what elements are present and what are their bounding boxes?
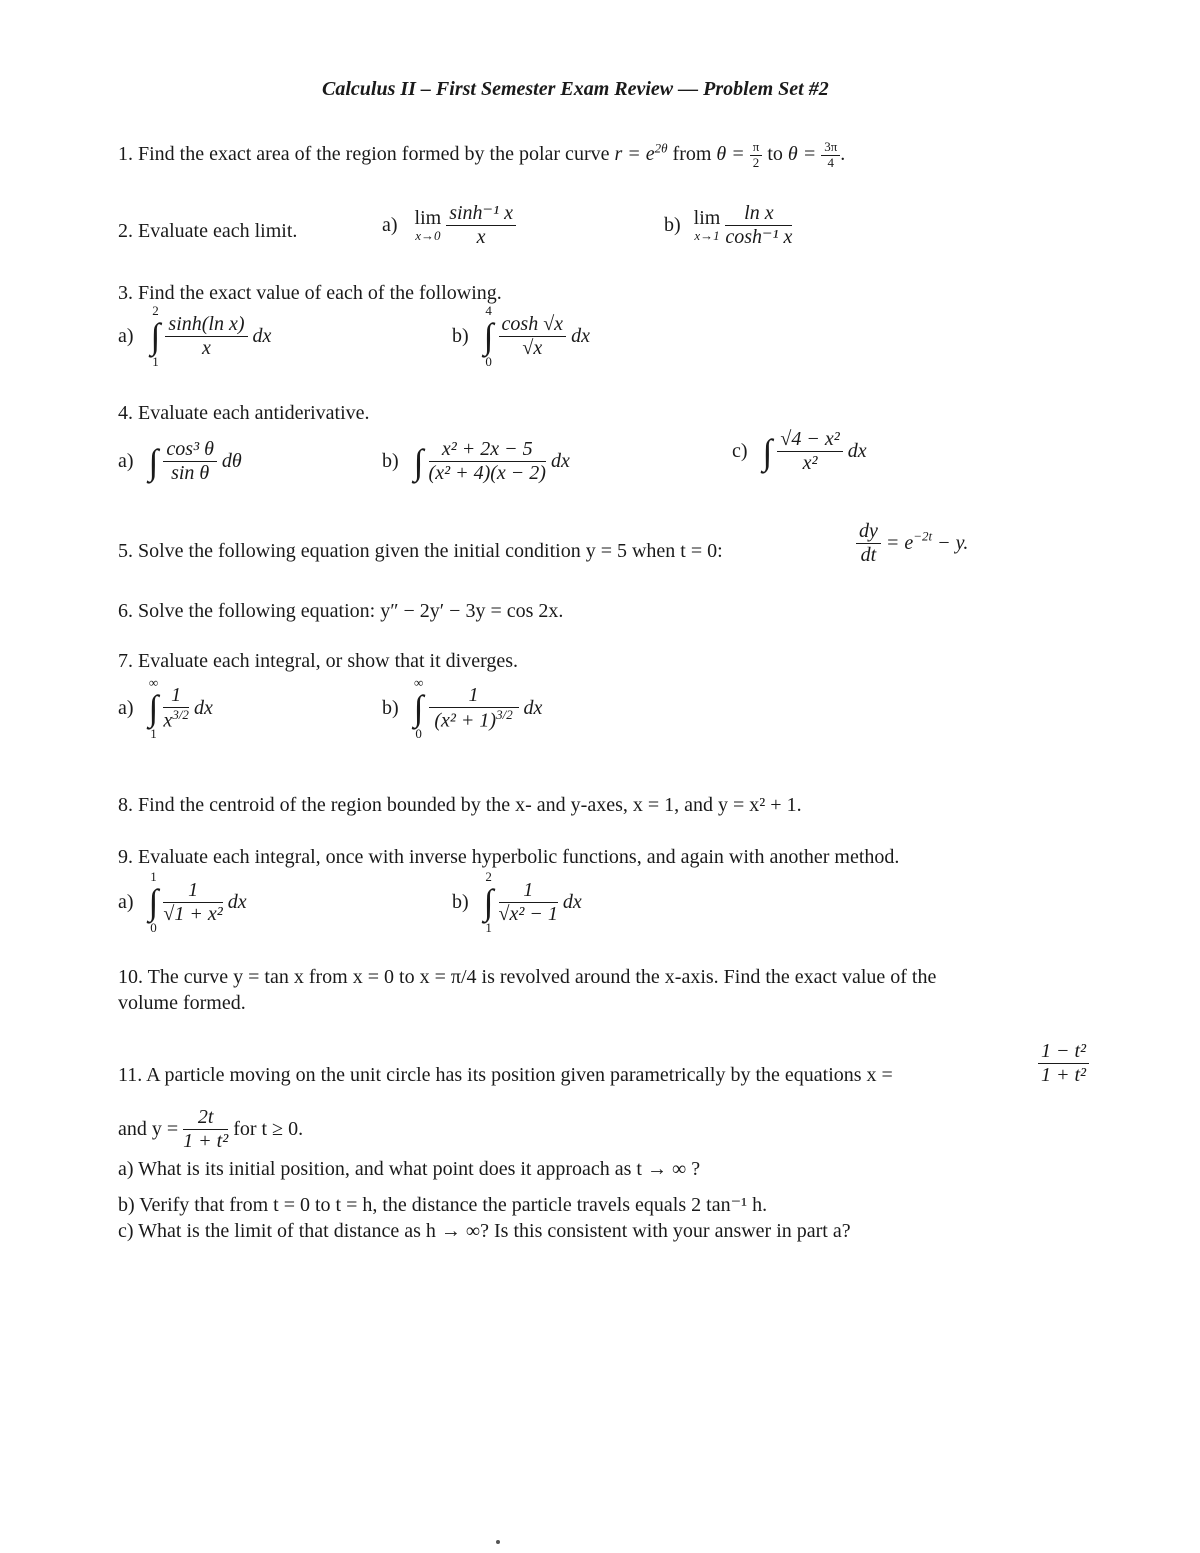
- problem-5-text: 5. Solve the following equation given the initial condition y = 5 when t = 0:: [118, 540, 723, 562]
- problem-9a: a) 1 ∫ 0 $\frac{1}{\text{√1 + x²}}$ dx: [118, 869, 247, 936]
- problem-1-exponent: 2θ: [654, 140, 668, 156]
- problem-1-to: to: [767, 143, 783, 166]
- problem-3a-integral: 2 ∫ 1: [150, 303, 161, 370]
- problem-9b: b) 2 ∫ 1 $\frac{1}{\text{√x² − 1}}$ dx: [452, 869, 582, 936]
- problem-11-x-fraction: $\frac{\text{1 − t²}}{\text{1 + t²}}$: [1038, 1040, 1089, 1087]
- problem-3-text: 3. Find the exact value of each of the following.: [118, 282, 502, 304]
- problem-3a-fraction: $\frac{\text{sinh(ln x)}}{x}$: [165, 313, 247, 360]
- problem-4c: c) ∫ $\frac{\text{√4 − x²}}{\text{x²}}$ dx: [732, 428, 867, 474]
- problem-4b-fraction: $\frac{\text{x² + 2x − 5}}{\text{(x² + 4)(x − 2)}}$: [428, 438, 546, 484]
- problem-9b-integral: 2 ∫ 1: [483, 869, 494, 936]
- problem-9a-integral: 1 ∫ 0: [148, 869, 159, 936]
- problem-10-line-2: volume formed.: [118, 992, 246, 1014]
- problem-1: 1. Find the exact area of the region formed by the polar curve $r = e^{2\theta}$ from θ = $\frac{\pi}{2}$ to θ = $\frac{3\pi}{4}$ .: [118, 139, 846, 170]
- problem-1-text: 1. Find the exact area of the region formed by the polar curve: [118, 143, 610, 166]
- problem-1-from: from: [672, 143, 712, 166]
- problem-11b: b) Verify that from t = 0 to t = h, the distance the particle travels equals 2 tan⁻¹ h.: [118, 1194, 768, 1216]
- problem-9-text: 9. Evaluate each integral, once with inverse hyperbolic functions, and again with another method.: [118, 846, 900, 868]
- problem-9b-fraction: $\frac{1}{\text{√x² − 1}}$: [498, 879, 558, 926]
- problem-2b-limit: lim x→1: [693, 207, 721, 244]
- problem-1-lower-fraction: $\frac{\pi}{2}$: [750, 140, 763, 171]
- problem-1-lower-bound: θ =: [716, 143, 750, 166]
- problem-4-text: 4. Evaluate each antiderivative.: [118, 402, 370, 424]
- problem-7b-fraction: $\frac{1}{(x^2 + 1)^{3/2}}$: [429, 684, 519, 733]
- problem-5-equation: $\frac{dy}{dt}$ = $e^{-2t} - y$.: [856, 520, 968, 567]
- problem-7a: a) ∞ ∫ 1 $\frac{1}{x^{3/2}}$ dx: [118, 675, 213, 742]
- problem-3a: a) 2 ∫ 1 $\frac{\text{sinh(ln x)}}{x}$ dx: [118, 303, 272, 370]
- problem-7b-integral: ∞ ∫ 0: [413, 675, 424, 742]
- problem-9a-fraction: $\frac{1}{\text{√1 + x²}}$: [163, 879, 223, 926]
- problem-1-curve: r = e: [614, 143, 655, 166]
- problem-7a-fraction: $\frac{1}{x^{3/2}}$: [163, 684, 189, 732]
- problem-3b-fraction: $\frac{\cosh √x}{√x}$: [499, 313, 567, 360]
- problem-2a: a) lim x→0 $\frac{\text{sinh⁻¹ x}}{x}$: [382, 202, 516, 249]
- problem-1-upper-bound: θ =: [787, 143, 822, 166]
- page-title: Calculus II – First Semester Exam Review — Problem Set #2: [322, 78, 829, 100]
- problem-11a: a) What is its initial position, and what point does it approach as t → ∞ ?: [118, 1158, 701, 1180]
- scan-speck: [496, 1540, 500, 1544]
- problem-2b: b) lim x→1 $\frac{\text{ln x}}{\text{cosh⁻¹ x}}$: [664, 202, 793, 248]
- problem-11-line-1: 11. A particle moving on the unit circle has its position given parametrically by the equations x =: [118, 1064, 893, 1086]
- problem-11-y-line: and y = $\frac{2t}{\text{1 + t²}}$ for t ≥ 0.: [118, 1106, 304, 1152]
- problem-10-line-1: 10. The curve y = tan x from x = 0 to x = π/4 is revolved around the x-axis. Find the exact value of the: [118, 966, 937, 988]
- problem-11c: c) What is the limit of that distance as h → ∞? Is this consistent with your answer in part a?: [118, 1220, 851, 1242]
- problem-7b: b) ∞ ∫ 0 $\frac{1}{(x^2 + 1)^{3/2}}$ dx: [382, 675, 543, 742]
- problem-3b-integral: 4 ∫ 0: [483, 303, 494, 370]
- problem-8-text: 8. Find the centroid of the region bounded by the x- and y-axes, x = 1, and y = x² + 1.: [118, 794, 802, 816]
- problem-7a-integral: ∞ ∫ 1: [148, 675, 159, 742]
- problem-2a-fraction: $\frac{\text{sinh⁻¹ x}}{x}$: [446, 202, 516, 249]
- problem-4b: b) ∫ $\frac{\text{x² + 2x − 5}}{\text{(x² + 4)(x − 2)}}$ dx: [382, 438, 570, 484]
- problem-4c-fraction: $\frac{\text{√4 − x²}}{\text{x²}}$: [777, 428, 842, 475]
- problem-4a: a) ∫ $\frac{\text{cos³ θ}}{\text{sin θ}}$ dθ: [118, 438, 242, 484]
- problem-7-text: 7. Evaluate each integral, or show that it diverges.: [118, 650, 519, 672]
- problem-1-upper-fraction: $\frac{3\pi}{4}$: [821, 140, 840, 171]
- problem-6-text: 6. Solve the following equation: y″ − 2y′ − 3y = cos 2x.: [118, 600, 564, 622]
- problem-2b-fraction: $\frac{\text{ln x}}{\text{cosh⁻¹ x}}$: [725, 202, 793, 248]
- problem-3b: b) 4 ∫ 0 $\frac{\cosh √x}{√x}$ dx: [452, 303, 590, 370]
- problem-4a-fraction: $\frac{\text{cos³ θ}}{\text{sin θ}}$: [163, 438, 216, 485]
- problem-2a-limit: lim x→0: [414, 207, 442, 244]
- problem-11-y-fraction: $\frac{2t}{\text{1 + t²}}$: [183, 1106, 229, 1152]
- problem-5-derivative: $\frac{dy}{dt}$: [856, 520, 881, 567]
- problem-2-text: 2. Evaluate each limit.: [118, 220, 298, 242]
